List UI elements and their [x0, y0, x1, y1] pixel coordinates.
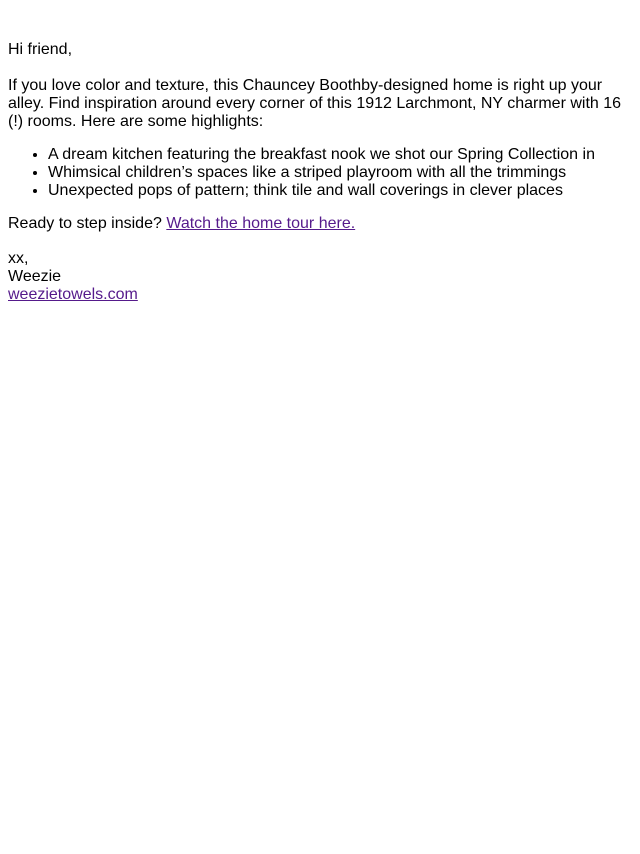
home-tour-link[interactable]: Watch the home tour here. — [166, 215, 356, 232]
cta-line — [8, 215, 355, 233]
greeting-text: Hi friend, — [8, 41, 73, 58]
list-item: • Unexpected pops of pattern; think tile and wall coverings in clever places — [48, 182, 632, 200]
list-item: • A dream kitchen featuring the breakfast nook we shot our Spring Collection in — [48, 146, 632, 164]
signoff-closing: xx, — [8, 250, 29, 267]
intro-paragraph: If you love color and texture, this Chauncey Boothby-designed home is right up your alley. Find inspiration around every corner of this 1912 Larchmont, NY charmer with 16 (!) rooms. Here are some highlights: — [8, 77, 622, 130]
list-item: • Whimsical children’s spaces like a striped playroom with all the trimmings — [48, 164, 632, 182]
website-link[interactable]: weezietowels.com — [8, 286, 138, 303]
signoff-name: Weezie — [8, 268, 62, 285]
cta-text: Ready to step inside? — [8, 215, 162, 232]
signoff — [8, 250, 138, 304]
highlights-list — [48, 146, 632, 200]
